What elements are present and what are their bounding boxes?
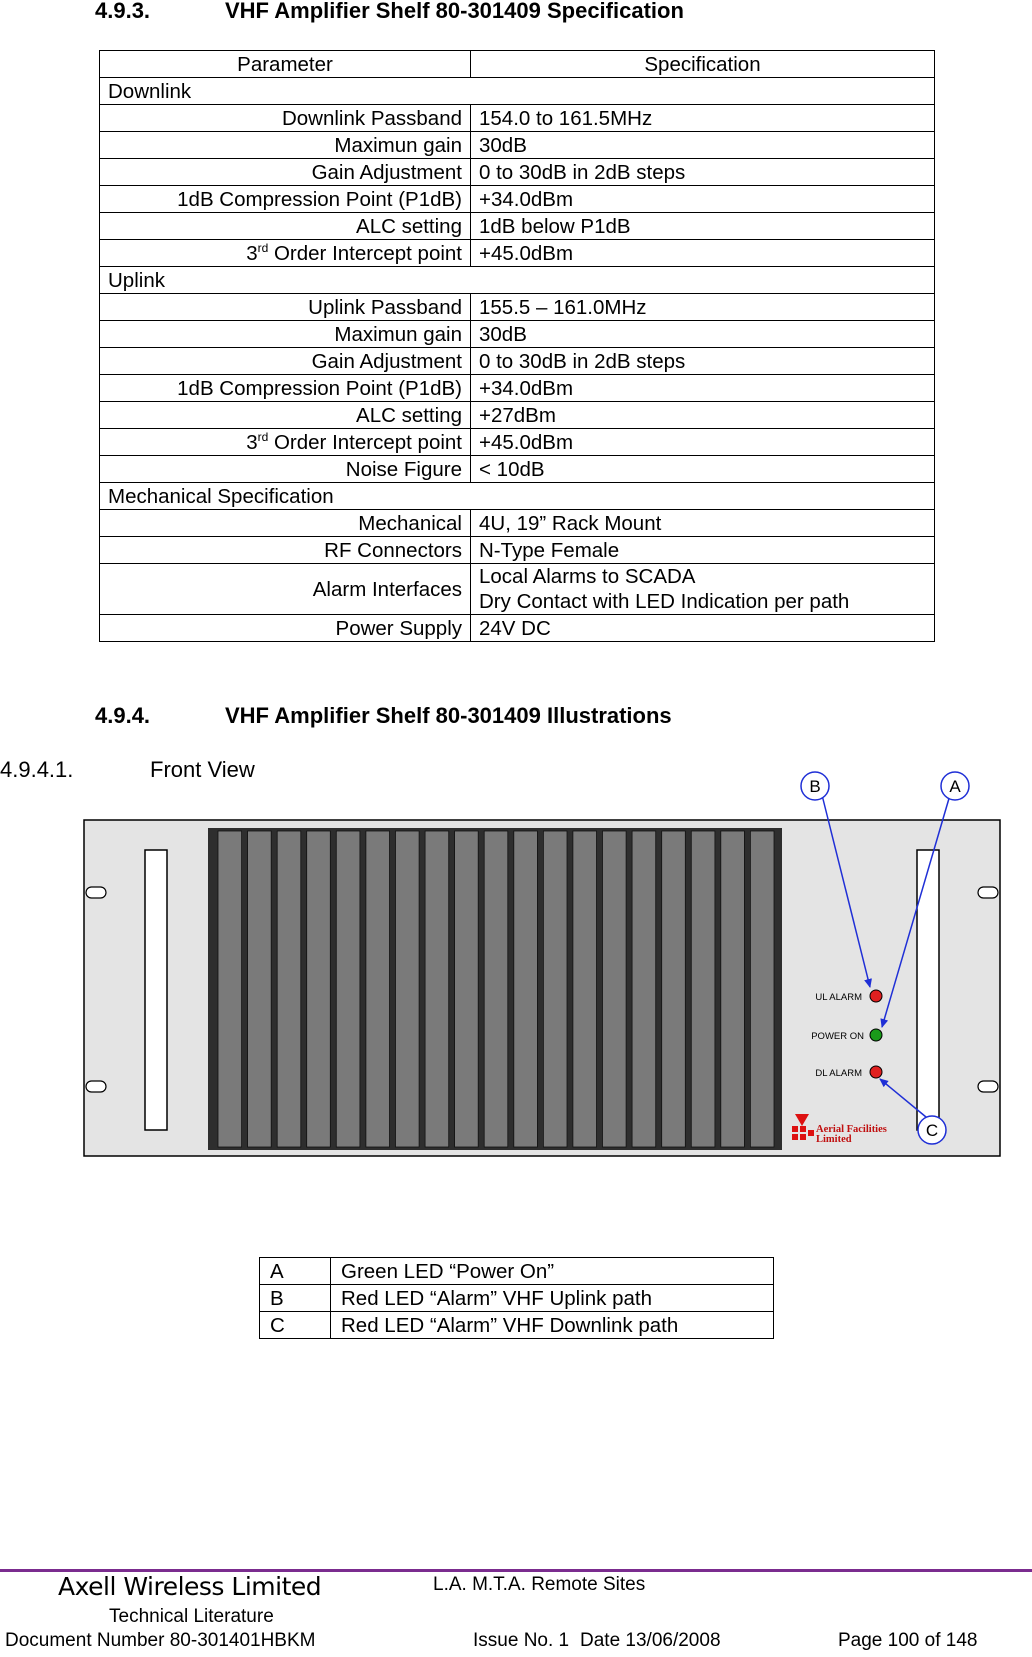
section-row-mechanical: Mechanical Specification	[100, 483, 935, 510]
power-on-label: POWER ON	[811, 1031, 864, 1042]
heatsink-fin	[455, 831, 479, 1147]
param-cell: Alarm Interfaces	[100, 564, 471, 615]
table-row	[100, 240, 935, 267]
spec-cell: 30dB	[471, 321, 935, 348]
header-parameter: Parameter	[100, 51, 471, 78]
legend-key: B	[260, 1285, 331, 1312]
table-row	[260, 1312, 774, 1339]
spec-cell: Local Alarms to SCADA Dry Contact with LED Indication per path	[471, 564, 935, 615]
param-cell: Maximun gain	[100, 132, 471, 159]
mounting-hole-icon	[978, 887, 998, 898]
table-row	[260, 1285, 774, 1312]
mounting-hole-icon	[86, 887, 106, 898]
table-row	[100, 132, 935, 159]
mounting-hole-icon	[86, 1081, 106, 1092]
param-cell: 3rd Order Intercept point	[100, 429, 471, 456]
spec-cell: 0 to 30dB in 2dB steps	[471, 159, 935, 186]
param-cell: Gain Adjustment	[100, 348, 471, 375]
legend-key: C	[260, 1312, 331, 1339]
logo-text-line1: Aerial Facilities	[816, 1124, 887, 1135]
footer-page: Page 100 of 148	[838, 1630, 978, 1651]
footer-date: Date 13/06/2008	[580, 1630, 721, 1651]
mounting-hole-icon	[978, 1081, 998, 1092]
legend-value: Green LED “Power On”	[331, 1258, 774, 1285]
callout-label-c: C	[925, 1121, 939, 1140]
callout-label-a: A	[949, 777, 961, 796]
param-cell: Mechanical	[100, 510, 471, 537]
heatsink-fin	[336, 831, 360, 1147]
param-cell: Downlink Passband	[100, 105, 471, 132]
spec-cell: +34.0dBm	[471, 186, 935, 213]
spec-cell: < 10dB	[471, 456, 935, 483]
section-heading-4-9-3	[95, 0, 945, 26]
spec-cell: 154.0 to 161.5MHz	[471, 105, 935, 132]
legend-value: Red LED “Alarm” VHF Downlink path	[331, 1312, 774, 1339]
section-number: 4.9.4.	[95, 703, 151, 728]
section-heading-4-9-4	[95, 703, 945, 731]
heatsink-fin	[691, 831, 715, 1147]
param-cell: Noise Figure	[100, 456, 471, 483]
heatsink-fin	[366, 831, 390, 1147]
heatsink-fin	[662, 831, 686, 1147]
heatsink-fin	[218, 831, 242, 1147]
legend-table	[259, 1257, 774, 1339]
param-cell: Uplink Passband	[100, 294, 471, 321]
rack-handle-left	[145, 850, 167, 1130]
spec-cell: 30dB	[471, 132, 935, 159]
table-header-row	[100, 51, 935, 78]
table-row	[100, 294, 935, 321]
front-view-diagram	[0, 765, 1032, 1205]
legend-key: A	[260, 1258, 331, 1285]
param-cell: 1dB Compression Point (P1dB)	[100, 375, 471, 402]
section-row-uplink: Uplink	[100, 267, 935, 294]
param-cell: Gain Adjustment	[100, 159, 471, 186]
spec-cell: +27dBm	[471, 402, 935, 429]
param-cell: 1dB Compression Point (P1dB)	[100, 186, 471, 213]
footer-company-name: Axell Wireless Limited	[58, 1572, 322, 1601]
table-row	[100, 348, 935, 375]
param-cell: ALC setting	[100, 402, 471, 429]
section-number: 4.9.3.	[95, 0, 151, 23]
table-row	[100, 186, 935, 213]
section-number: 4.9.4.1.	[0, 757, 74, 782]
table-row	[100, 159, 935, 186]
spec-cell: 1dB below P1dB	[471, 213, 935, 240]
param-cell: Maximun gain	[100, 321, 471, 348]
table-row	[100, 213, 935, 240]
table-row	[100, 615, 935, 642]
heatsink-fin	[396, 831, 420, 1147]
spec-cell: 0 to 30dB in 2dB steps	[471, 348, 935, 375]
ul-alarm-label: UL ALARM	[815, 992, 862, 1003]
section-row-downlink: Downlink	[100, 78, 935, 105]
callout-label-b: B	[809, 777, 821, 796]
heatsink-fin	[484, 831, 508, 1147]
table-row	[260, 1258, 774, 1285]
ul-alarm-led-icon	[870, 990, 882, 1002]
spec-cell: 24V DC	[471, 615, 935, 642]
table-row	[100, 321, 935, 348]
spec-cell: 4U, 19” Rack Mount	[471, 510, 935, 537]
footer-issue: Issue No. 1	[473, 1630, 570, 1651]
heatsink-fin	[721, 831, 745, 1147]
specification-table	[99, 50, 935, 642]
section-title: VHF Amplifier Shelf 80-301409 Specification	[225, 0, 684, 23]
dl-alarm-led-icon	[870, 1066, 882, 1078]
table-row	[100, 564, 935, 615]
spec-cell: 155.5 – 161.0MHz	[471, 294, 935, 321]
rack-handle-right	[917, 850, 939, 1130]
legend-value: Red LED “Alarm” VHF Uplink path	[331, 1285, 774, 1312]
heatsink-fin	[603, 831, 627, 1147]
table-row	[100, 456, 935, 483]
heatsink-fin	[632, 831, 656, 1147]
table-row	[100, 510, 935, 537]
section-title: VHF Amplifier Shelf 80-301409 Illustrations	[225, 703, 672, 728]
heatsink-fin	[514, 831, 538, 1147]
table-row	[100, 375, 935, 402]
footer-document-number: Document Number 80-301401HBKM	[5, 1630, 316, 1651]
table-row	[100, 429, 935, 456]
spec-cell: +45.0dBm	[471, 429, 935, 456]
table-row	[100, 402, 935, 429]
header-specification: Specification	[471, 51, 935, 78]
dl-alarm-label: DL ALARM	[815, 1068, 862, 1079]
section-title: Front View	[150, 757, 255, 782]
footer-literature: Technical Literature	[109, 1606, 274, 1627]
power-on-led-icon	[870, 1029, 882, 1041]
param-cell: 3rd Order Intercept point	[100, 240, 471, 267]
spec-cell: +34.0dBm	[471, 375, 935, 402]
logo-text-line2: Limited	[816, 1134, 852, 1145]
heatsink-fin	[425, 831, 449, 1147]
param-cell: RF Connectors	[100, 537, 471, 564]
table-row	[100, 105, 935, 132]
heatsink-fin	[543, 831, 567, 1147]
footer-site: L.A. M.T.A. Remote Sites	[433, 1574, 646, 1595]
table-row	[100, 537, 935, 564]
heatsink-fin	[277, 831, 301, 1147]
spec-cell: +45.0dBm	[471, 240, 935, 267]
heatsink-fin	[573, 831, 597, 1147]
param-cell: Power Supply	[100, 615, 471, 642]
heatsink	[208, 828, 782, 1150]
spec-cell: N-Type Female	[471, 537, 935, 564]
heatsink-fin	[307, 831, 331, 1147]
heatsink-fin	[750, 831, 774, 1147]
param-cell: ALC setting	[100, 213, 471, 240]
heatsink-fin	[248, 831, 272, 1147]
